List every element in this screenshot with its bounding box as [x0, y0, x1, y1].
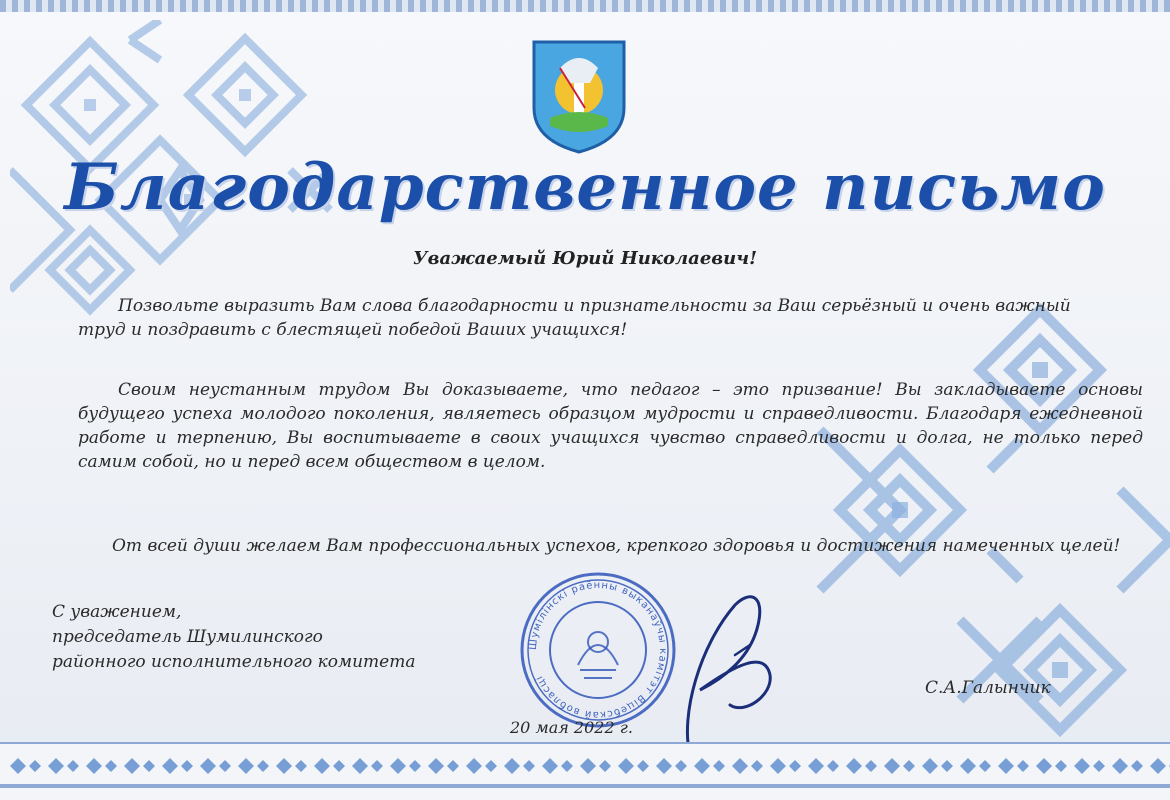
- border-motif: [390, 758, 421, 774]
- border-motif: [846, 758, 877, 774]
- paragraph-3: От всей души желаем Вам профессиональных успехов, крепкого здоровья и достижения намеченных целей!: [112, 536, 1121, 556]
- border-motif: [504, 758, 535, 774]
- border-motif: [466, 758, 497, 774]
- border-motif: [770, 758, 801, 774]
- border-motif: [314, 758, 345, 774]
- border-motif: [884, 758, 915, 774]
- bottom-border: [0, 742, 1170, 800]
- border-motif: [124, 758, 155, 774]
- coat-of-arms-icon: [530, 38, 628, 154]
- border-motif: [86, 758, 117, 774]
- border-motif: [352, 758, 383, 774]
- border-motif: [580, 758, 611, 774]
- border-motif: [48, 758, 79, 774]
- closing-line: районного исполнительного комитета: [52, 652, 416, 672]
- border-motif: [922, 758, 953, 774]
- seal-text: Шумілінскі раённы выканаўчы камітэт Віцебскай вобласці: [527, 579, 669, 721]
- paragraph-2: Своим неустанным трудом Вы доказываете, что педагог – это призвание! Вы закладываете основы будущего успеха молодого поколения, являетесь образцом мудрости и справедливости. Благодаря ежедневной работе и терпению, Вы воспитываете в своих учащихся чувство справедливости и долга, не только перед самим собой, но и перед всем обществом в целом.: [78, 380, 1143, 472]
- document-date: 20 мая 2022 г.: [510, 718, 633, 737]
- salutation: Уважаемый Юрий Николаевич!: [413, 248, 757, 269]
- border-motif: [1150, 758, 1170, 774]
- border-motif: [694, 758, 725, 774]
- border-motif: [732, 758, 763, 774]
- top-border: [0, 0, 1170, 12]
- closing-block: [52, 600, 432, 675]
- document-title: Благодарственное письмо: [64, 150, 1106, 225]
- border-motif: [960, 758, 991, 774]
- border-motif: [808, 758, 839, 774]
- border-motif: [1036, 758, 1067, 774]
- border-motif: [10, 758, 41, 774]
- signer-name: С.А.Галынчик: [925, 678, 1051, 698]
- ornament-right: [760, 290, 1170, 740]
- border-motif: [618, 758, 649, 774]
- border-motif: [1074, 758, 1105, 774]
- paragraph-1: Позвольте выразить Вам слова благодарности и признательности за Ваш серьёзный и очень важный труд и поздравить с блестящей победой Ваших учащихся!: [78, 296, 1071, 340]
- closing-line: председатель Шумилинского: [52, 627, 323, 647]
- border-motif: [428, 758, 459, 774]
- border-line: [0, 784, 1170, 788]
- handwritten-signature-icon: [640, 585, 800, 760]
- bottom-ornament-band: [0, 744, 1170, 800]
- closing-line: С уважением,: [52, 602, 182, 622]
- border-motif: [276, 758, 307, 774]
- border-motif: [162, 758, 193, 774]
- border-motif: [200, 758, 231, 774]
- border-motif: [998, 758, 1029, 774]
- border-motif: [542, 758, 573, 774]
- border-motif: [1112, 758, 1143, 774]
- border-motif: [238, 758, 269, 774]
- border-motif: [656, 758, 687, 774]
